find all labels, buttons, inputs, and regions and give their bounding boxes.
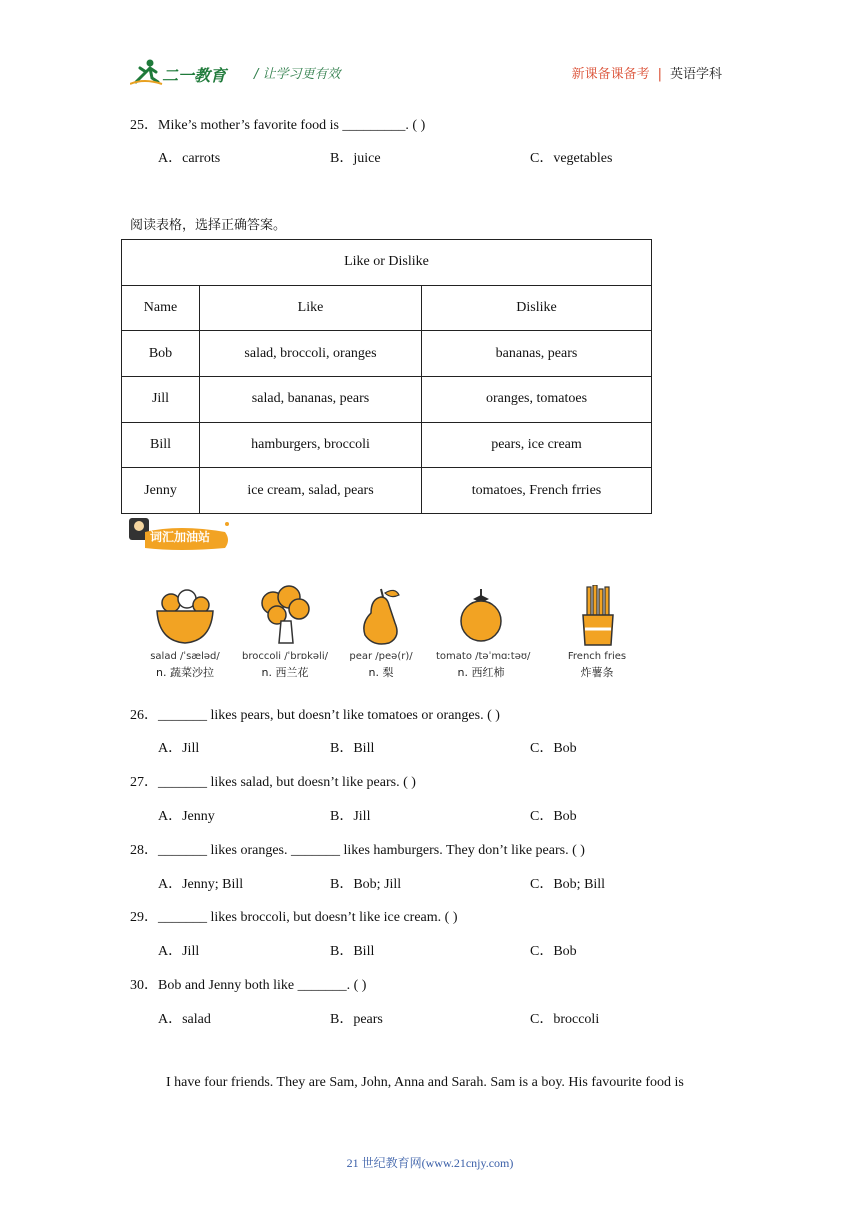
vocab-item-salad (140, 585, 230, 685)
question-30-stem: 30．Bob and Jenny both like _______. ( ) (130, 978, 367, 993)
question-27-option-a: A．Jenny (158, 809, 215, 824)
question-28-option-b: B．Bob; Jill (330, 877, 402, 892)
vocab-item-french-fries (552, 585, 642, 685)
question-26-option-c: C．Bob (530, 741, 577, 756)
table-row (122, 377, 652, 423)
question-30-option-c: C．broccoli (530, 1012, 600, 1027)
table-row (122, 422, 652, 468)
vocab-word: tomato /təˈmɑːtəʊ/ (436, 651, 531, 662)
header-divider: | (657, 67, 662, 82)
table-title: Like or Dislike (122, 240, 652, 286)
cell-dislike: tomatoes, French frries (422, 468, 652, 514)
vocab-meaning: n. 西红柿 (457, 666, 505, 679)
cell-like: ice cream, salad, pears (200, 468, 422, 514)
cell-name: Jenny (122, 468, 200, 514)
question-27-option-b: B．Jill (330, 809, 371, 824)
vocab-word: broccoli /ˈbrɒkəli/ (241, 651, 328, 662)
cell-like: hamburgers, broccoli (200, 422, 422, 468)
table-header-row (122, 285, 652, 331)
question-26-option-b: B．Bill (330, 741, 375, 756)
salad-icon (153, 585, 217, 647)
vocab-meaning: 炸薯条 (580, 666, 614, 679)
brand-logo (130, 58, 240, 86)
question-26-option-a: A．Jill (158, 741, 200, 756)
question-30-option-a: A．salad (158, 1012, 211, 1027)
question-29-option-b: B．Bill (330, 944, 375, 959)
question-27-stem: 27．_______ likes salad, but doesn’t like pears. ( ) (130, 775, 416, 790)
question-25-option-b: B．juice (330, 151, 381, 166)
question-28-option-a: A．Jenny; Bill (158, 877, 244, 892)
vocab-meaning: n. 西兰花 (261, 666, 309, 679)
question-27-option-c: C．Bob (530, 809, 577, 824)
header-tagline: 新课备课备考 (571, 67, 650, 82)
question-29-option-a: A．Jill (158, 944, 200, 959)
reading-instruction: 阅读表格，选择正确答案。 (130, 218, 287, 233)
cell-dislike: bananas, pears (422, 331, 652, 377)
cell-name: Jill (122, 377, 200, 423)
question-28-stem: 28．_______ likes oranges. _______ likes hamburgers. They don’t like pears. ( ) (130, 843, 585, 858)
cell-name: Bob (122, 331, 200, 377)
header-subject: 英语学科 (669, 67, 722, 82)
cell-like: salad, bananas, pears (200, 377, 422, 423)
running-figure-icon (130, 58, 164, 86)
vocab-meaning: n. 梨 (368, 666, 394, 679)
question-28-option-c: C．Bob; Bill (530, 877, 606, 892)
page-footer: 21 世纪教育网(www.21cnjy.com) (346, 1156, 514, 1170)
question-25-option-a: A．carrots (158, 151, 221, 166)
page-header (130, 58, 730, 88)
french-fries-icon (565, 585, 629, 647)
question-30-option-b: B．pears (330, 1012, 383, 1027)
header-name: Name (122, 285, 200, 331)
vocab-meaning: n. 蔬菜沙拉 (156, 666, 214, 679)
tomato-icon (449, 585, 513, 647)
cell-dislike: oranges, tomatoes (422, 377, 652, 423)
header-like: Like (200, 285, 422, 331)
question-25-stem: 25．Mike’s mother’s favorite food is _________. ( ) (130, 118, 426, 133)
vocab-title: 词汇加油站 (150, 530, 211, 544)
cell-name: Bill (122, 422, 200, 468)
pear-icon (349, 585, 413, 647)
header-dislike: Dislike (422, 285, 652, 331)
question-29-option-c: C．Bob (530, 944, 577, 959)
question-29-stem: 29．_______ likes broccoli, but doesn’t like ice cream. ( ) (130, 910, 458, 925)
cell-dislike: pears, ice cream (422, 422, 652, 468)
vocab-word: salad /ˈsæləd/ (150, 651, 220, 662)
question-25-option-c: C．vegetables (530, 151, 613, 166)
vocab-word: pear /peə(r)/ (349, 651, 413, 662)
vocab-item-tomato (436, 585, 531, 685)
slogan: / 让学习更有效 (254, 67, 341, 82)
broccoli-icon (253, 585, 317, 647)
vocab-word: French fries (567, 651, 627, 662)
logo-text: 二一教育 (162, 66, 227, 85)
table-row (122, 468, 652, 514)
reading-passage: I have four friends. They are Sam, John, Anna and Sarah. Sam is a boy. His favourite food is (166, 1075, 684, 1090)
header-right (572, 63, 722, 82)
like-dislike-table (121, 239, 652, 514)
question-26-stem: 26．_______ likes pears, but doesn’t like tomatoes or oranges. ( ) (130, 708, 500, 723)
table-row (122, 331, 652, 377)
vocab-item-broccoli (240, 585, 330, 685)
cell-like: salad, broccoli, oranges (200, 331, 422, 377)
vocab-item-pear (336, 585, 426, 685)
